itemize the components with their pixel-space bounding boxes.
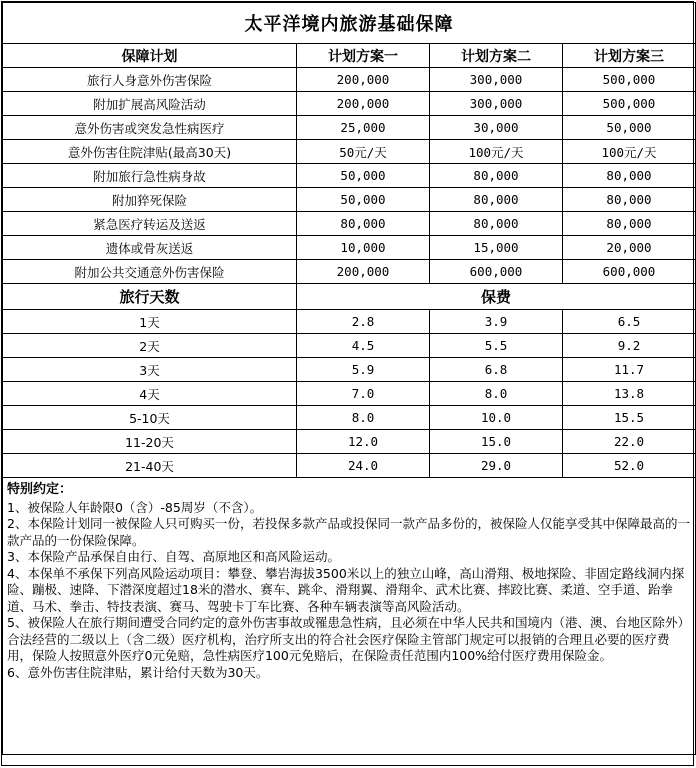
coverage-value: 100元/天 [563,140,696,164]
coverage-value: 25,000 [297,116,430,140]
premium-value: 5.5 [430,334,563,358]
premium-days: 4天 [3,382,297,406]
coverage-value: 80,000 [297,212,430,236]
coverage-table [2,2,696,755]
days-column-header: 旅行天数 [3,284,297,310]
premium-value: 8.0 [430,382,563,406]
special-term-item: 5、被保险人在旅行期间遭受合同约定的意外伤害事故或罹患急性病，且必须在中华人民共和国境内（港、澳、台地区除外）合法经营的二级以上（含二级）医疗机构，治疗所支出的符合社会医疗保险主管部门规定可以报销的合理且必要的医疗费用，保险人按照意外医疗0元免赔，急性病医疗100元免赔后，在保险责任范围内100%给付医疗费用保险金。 [7,615,690,663]
plan-three-header: 计划方案三 [563,44,696,68]
coverage-name: 附加扩展高风险活动 [3,92,297,116]
coverage-name: 旅行人身意外伤害保险 [3,68,297,92]
coverage-row [3,236,696,260]
coverage-value: 50,000 [297,188,430,212]
premium-value: 6.8 [430,358,563,382]
coverage-row [3,260,696,284]
premium-value: 6.5 [563,310,696,334]
coverage-row [3,68,696,92]
premium-value: 9.2 [563,334,696,358]
premium-value: 11.7 [563,358,696,382]
premium-days: 1天 [3,310,297,334]
coverage-value: 500,000 [563,92,696,116]
plan-column-header: 保障计划 [3,44,297,68]
premium-row [3,406,696,430]
coverage-value: 80,000 [430,212,563,236]
coverage-name: 遗体或骨灰送返 [3,236,297,260]
special-term-item: 1、被保险人年龄限0（含）-85周岁（不含）。 [7,499,263,515]
coverage-row [3,92,696,116]
coverage-row [3,116,696,140]
coverage-value: 30,000 [430,116,563,140]
special-term-item: 6、意外伤害住院津贴，累计给付天数为30天。 [7,664,269,680]
premium-days: 21-40天 [3,454,297,478]
premium-value: 13.8 [563,382,696,406]
coverage-value: 80,000 [563,212,696,236]
premium-value: 24.0 [297,454,430,478]
special-term-item: 2、本保险计划同一被保险人只可购买一份，若投保多款产品或投保同一款产品多份的，被保险人仅能享受其中保障最高的一款产品的一份保险保障。 [7,516,690,548]
premium-value: 29.0 [430,454,563,478]
coverage-value: 600,000 [563,260,696,284]
premium-value: 12.0 [297,430,430,454]
coverage-value: 500,000 [563,68,696,92]
coverage-value: 80,000 [563,188,696,212]
premium-row [3,382,696,406]
plan-one-header: 计划方案一 [297,44,430,68]
premium-days: 11-20天 [3,430,297,454]
coverage-value: 300,000 [430,68,563,92]
special-terms-title: 特别约定： [7,482,73,497]
premium-value: 7.0 [297,382,430,406]
premium-row [3,430,696,454]
coverage-name: 附加公共交通意外伤害保险 [3,260,297,284]
premium-value: 5.9 [297,358,430,382]
coverage-row [3,164,696,188]
special-term-item: 4、本保单不承保下列高风险运动项目：攀登、攀岩海拔3500米以上的独立山峰，高山滑翔、极地探险、非固定路线洞内探险、蹦极、速降、下潜深度超过18米的潜水、赛车、跳伞、滑翔翼、滑翔伞、武术比赛、摔跤比赛、柔道、空手道、跆拳道、马术、拳击、特技表演、赛马、驾驶卡丁车比赛、各种车辆表演等高风险活动。 [7,565,685,614]
coverage-value: 10,000 [297,236,430,260]
premium-days: 3天 [3,358,297,382]
premium-days: 2天 [3,334,297,358]
coverage-row [3,188,696,212]
premium-value: 52.0 [563,454,696,478]
coverage-name: 附加猝死保险 [3,188,297,212]
coverage-name: 紧急医疗转运及送返 [3,212,297,236]
insurance-sheet [1,1,694,766]
coverage-value: 100元/天 [430,140,563,164]
premium-value: 4.5 [297,334,430,358]
coverage-value: 80,000 [430,188,563,212]
premium-row [3,358,696,382]
coverage-value: 80,000 [430,164,563,188]
coverage-value: 50,000 [563,116,696,140]
coverage-value: 20,000 [563,236,696,260]
coverage-value: 50,000 [297,164,430,188]
coverage-value: 300,000 [430,92,563,116]
premium-value: 8.0 [297,406,430,430]
coverage-value: 80,000 [563,164,696,188]
plan-two-header: 计划方案二 [430,44,563,68]
premium-header: 保费 [297,284,696,310]
coverage-row [3,140,696,164]
coverage-value: 15,000 [430,236,563,260]
coverage-value: 200,000 [297,68,430,92]
premium-value: 15.0 [430,430,563,454]
premium-value: 22.0 [563,430,696,454]
premium-value: 15.5 [563,406,696,430]
premium-value: 10.0 [430,406,563,430]
premium-row [3,310,696,334]
coverage-value: 200,000 [297,260,430,284]
coverage-name: 附加旅行急性病身故 [3,164,297,188]
premium-days: 5-10天 [3,406,297,430]
premium-value: 2.8 [297,310,430,334]
page-title: 太平洋境内旅游基础保障 [3,3,696,44]
premium-row [3,454,696,478]
premium-row [3,334,696,358]
special-terms [3,478,696,755]
special-term-item: 3、本保险产品承保自由行、自驾、高原地区和高风险运动。 [7,549,340,564]
coverage-name: 意外伤害住院津贴(最高30天) [3,140,297,164]
coverage-row [3,212,696,236]
coverage-value: 200,000 [297,92,430,116]
coverage-value: 50元/天 [297,140,430,164]
coverage-value: 600,000 [430,260,563,284]
premium-value: 3.9 [430,310,563,334]
coverage-name: 意外伤害或突发急性病医疗 [3,116,297,140]
